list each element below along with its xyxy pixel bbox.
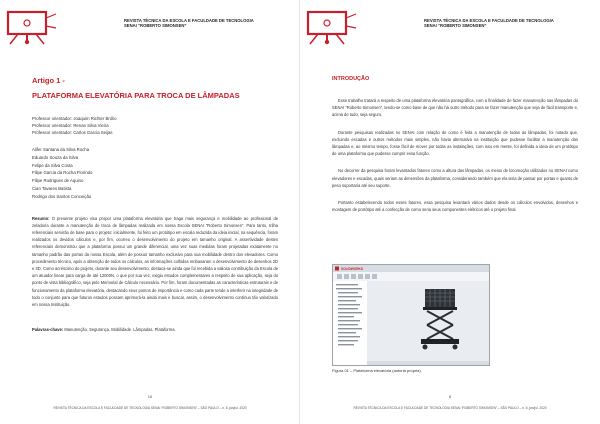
- author-list: [32, 146, 278, 201]
- article-column: [32, 76, 278, 333]
- keywords-text: Manutenção. Segurança. Mobilidade. Lâmpadas. Plataforma.: [64, 327, 176, 333]
- intro-paragraph: Durante pesquisas realizadas no SENAI com relação de como é feita a manutenção de todas as lâmpadas, foi notado que, excluindo escadas e outros métodos mais simples, não havia alternativa na instituição que pudesse facilitar a manutenção das lâmpadas e, ao mesmo tempo, fosse fácil de mover por todas as instalações, com isso em mente, foi definida a ideia de um protótipo de uma plataforma que pudesse cumprir essa função.: [332, 129, 578, 157]
- author-item: Filipe Rodrigues de Aquino: [32, 178, 84, 184]
- keywords-label: Palavras-chave:: [32, 327, 64, 333]
- article-label: Artigo 1 -: [32, 76, 65, 85]
- page-number: 16: [147, 394, 153, 399]
- intro-paragraph: Esse trabalho tratará a respeito de uma plataforma elevatória pantográfica, com a finalidade de fazer manutenção nas lâmpadas do SENAI “Roberto Simonsen”, tendo-se como base de que não há outro método para se fazer manutenção que seja de fácil transporte e, acima de tudo, seja seguro.: [332, 98, 578, 118]
- abstract-label: Resumo:: [32, 215, 50, 221]
- figure-caption: Figura 01 – Plataforma elevatória (autoria própria).: [332, 368, 422, 373]
- author-item: Filipe Garcia da Rocha Florindo: [32, 170, 93, 176]
- author-item: Eduardo Souza da Silva: [32, 154, 79, 160]
- page-footer: REVISTA TÉCNICA DA ESCOLA E FACULDADE DE TECNOLOGIA SENAI “ROBERTO SIMONSEN” – SÃO PAULO – n. 6, jan/jul. 2020: [353, 406, 547, 410]
- advisor-list: [32, 115, 278, 136]
- page-footer: REVISTA TÉCNICA DA ESCOLA E FACULDADE DE TECNOLOGIA SENAI “ROBERTO SIMONSEN” – SÃO PAULO – n. 6, jan/jul. 2020: [53, 406, 247, 410]
- figure-cad-screenshot: [332, 264, 490, 366]
- advisor-item: Professor orientador: Joaquim Richter Brólio: [32, 116, 117, 121]
- journal-logo-icon: [6, 4, 58, 48]
- article-title: PLATAFORMA ELEVATÓRIA PARA TROCA DE LÂMPADAS: [32, 91, 240, 100]
- cad-app-name: SOLIDWORKS: [341, 267, 363, 271]
- author-item: Felipe da Silva Costa: [32, 162, 73, 168]
- abstract: [32, 215, 278, 309]
- journal-title: REVISTA TÉCNICA DA ESCOLA E FACULDADE DE TECNOLOGIA SENAI “ROBERTO SIMONSEN”: [124, 18, 254, 29]
- cad-window-image: [333, 265, 490, 366]
- introduction-heading: INTRODUÇÃO: [332, 76, 370, 82]
- author-item: Alifer Santana da Silva Rocha: [32, 147, 90, 152]
- introduction-column: [332, 76, 578, 213]
- keywords: [32, 326, 278, 333]
- journal-title: REVISTA TÉCNICA DA ESCOLA E FACULDADE DE TECNOLOGIA SENAI “ROBERTO SIMONSEN”: [424, 18, 554, 29]
- advisor-item: Professor orientador: Carlos Garcia Seijas: [32, 130, 113, 135]
- author-item: Rodrigo dos Santos Conceição: [32, 193, 92, 199]
- page-number: 8: [448, 394, 452, 399]
- intro-paragraph: Portanto estabelecendo todos esses fatores, essa pesquisa levantará vários dados desde os cálculos envolvidos, desenhos e montagem de protótipo até a confecção de como seria seus componentes elétricos até o projeto final.: [332, 200, 578, 213]
- journal-logo-icon: [306, 4, 358, 48]
- author-item: Cian Tavares Batista: [32, 185, 72, 191]
- advisor-item: Professor orientador: Renan Silva Vieira: [32, 123, 109, 128]
- intro-paragraph: No decorrer da pesquisa foram levantados fatores como a altura das lâmpadas, os meios de locomoção utilizados no SENAI como elevadores e escadas, quais seriam as dimensões da plataforma, considerando também que ela teria de passar por portas e quanto de peso suportaria até seu suporte.: [332, 168, 578, 188]
- abstract-text: O presente projeto visa propor uma plataforma elevatória que traga mais segurança e mobilidade ao profissional de zeladoria durante a manutenção de troca de lâmpadas realizada em nossa Escola SENAI “Roberto Simonsen”. Para tanto, trilha referenciais servirão de base para o projeto: inicialmente, foi feito um protótipo em escala reduzida da ideia inicial, na sequência, foram realizados os devidos cálculos e, por fim, ocorreu o desenvolvimento do projeto em tamanho original. A assertividade destes referenciais demonstrou que a plataforma possui um grande diferencial, uma vez suas medidas foram projetadas exatamente no tamanho padrão das portas da nossa Escola, além de possuir tamanho exclusivo para sua mobilidade dentro dos elevadores. Como procedimento técnico, após a obtenção de todos os cálculos, as informações colhidas embasaram o desenvolvimento de desenhos 2D e 3D. Como acréscimo do projeto, durante seu desenvolvimento, destaca-se ainda que foi recebida a valiosa contribuição da Escola de um atuador linear para carga de até 12000N, o que por sua vez, exigiu estudos complementares a respeito de sua aplicação, seja do ponto de vista bibliográfico, seja pelo Memorial de Cálculo necessário. Por fim, foram documentadas as características estruturais e de funcionamento da plataforma elevatória, destacando seus pontos de importância e como cada parte tende a interferir na integridade de todo o conjunto para que futuros estudos possam aprimorá-la ainda mais e buscar, assim, o desenvolvimento contínuo tão valorizado em nossa Instituição.: [32, 215, 278, 308]
